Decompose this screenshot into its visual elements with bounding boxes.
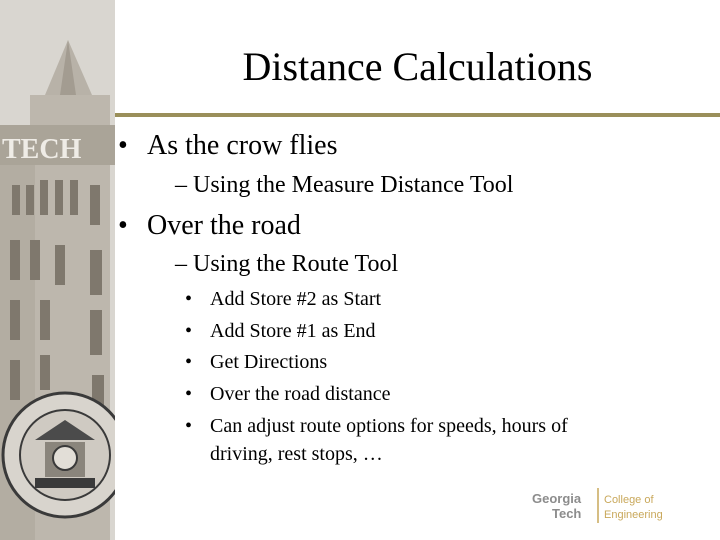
bullet-glyph: •: [185, 288, 193, 310]
bullet-glyph: •: [185, 415, 193, 437]
step-text: Get Directions: [210, 351, 328, 373]
georgia-tech-seal: [3, 393, 115, 517]
step-text: Over the road distance: [210, 383, 391, 405]
logo-georgia-text: Georgia: [532, 491, 582, 506]
step-text: Add Store #1 as End: [210, 320, 376, 342]
title-underline: [115, 113, 720, 117]
bullet-glyph: •: [118, 130, 128, 161]
tech-tower-illustration: [0, 0, 115, 540]
step-text: Can adjust route options for speeds, hours of: [210, 415, 568, 437]
bullet-glyph: •: [185, 320, 193, 342]
bullet-glyph: •: [185, 351, 193, 373]
logo-engineering-text: Engineering: [604, 509, 663, 521]
bullet-glyph: •: [185, 383, 193, 405]
georgia-tech-coe-logo: [530, 485, 690, 530]
sub-item-route-tool: – Using the Route Tool: [175, 251, 399, 277]
tech-tower-photo: [0, 0, 115, 540]
slide-title: Distance Calculations: [242, 44, 593, 89]
tower-tech-sign: TECH: [2, 134, 82, 165]
bullet-glyph: •: [118, 210, 128, 241]
logo-college-text: College of: [604, 494, 654, 506]
bullet-text: Over the road: [147, 210, 301, 241]
bullet-text: As the crow flies: [147, 130, 338, 161]
step-text: driving, rest stops, …: [210, 443, 383, 465]
step-text: Add Store #2 as Start: [210, 288, 382, 310]
sub-item-measure-tool: – Using the Measure Distance Tool: [175, 172, 514, 198]
logo-tech-text: Tech: [552, 506, 582, 521]
